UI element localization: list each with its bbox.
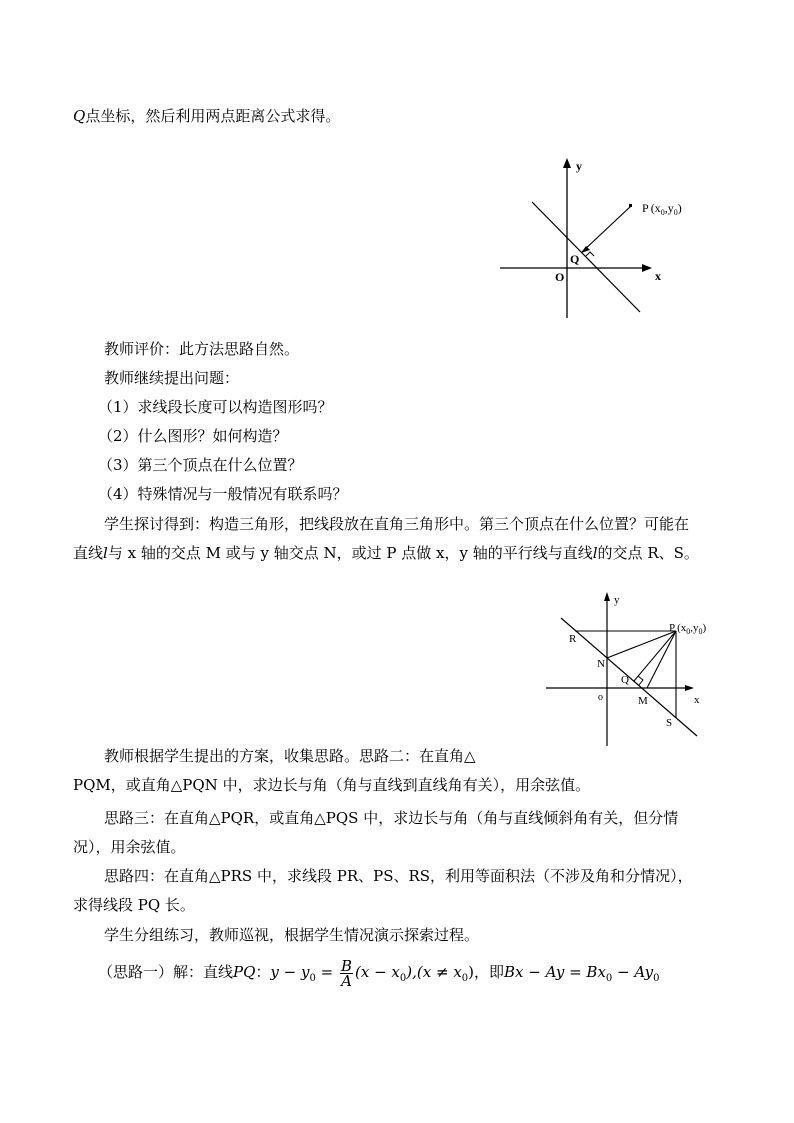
fig2-x-arrow: [685, 685, 694, 691]
fig2-p-label: P $(x_0,y_0)$: [669, 622, 707, 636]
idea-3-line-2: 况），用余弦值。: [73, 838, 186, 856]
fig2-right-angle-mark: [638, 676, 643, 685]
fig2-y-arrow: [604, 592, 610, 601]
fraction-b-over-a: $\frac{B}{A}$: [340, 956, 353, 990]
fig2-line-l: [561, 618, 697, 736]
teacher-evaluation: 教师评价：此方法思路自然。: [104, 340, 300, 358]
fig2-q-label: Q: [621, 674, 629, 686]
fig1-o-label: O: [555, 270, 565, 284]
fig2-s-label: S: [666, 717, 673, 729]
question-2: （2）什么图形？如何构造？: [98, 427, 288, 445]
fig2-y-label: y: [614, 594, 620, 606]
fig2-x-label: x: [694, 694, 700, 706]
fig2-r-label: R: [569, 633, 577, 645]
fig2-segment-pq: [634, 631, 676, 681]
fig1-x-label: x: [655, 269, 661, 283]
fig1-y-label: y: [576, 159, 582, 173]
group-practice: 学生分组练习，教师巡视，根据学生情况演示探索过程。: [104, 926, 480, 944]
student-discussion-line-1: 学生探讨得到：构造三角形，把线段放在直角三角形中。第三个顶点在什么位置？可能在: [104, 515, 690, 533]
fig2-n-label: N: [597, 658, 605, 670]
idea-4-line-1: 思路四：在直角△PRS 中，求线段 PR、PS、RS，利用等面积法（不涉及角和分情况），: [104, 867, 693, 885]
fig2-segment-pn: [607, 631, 676, 658]
fig1-q-label: Q: [570, 252, 580, 266]
point-q-label: Q: [73, 107, 86, 125]
student-discussion-line-2: 直线l与 x 轴的交点 M 或与 y 轴交点 N，或过 P 点做 x，y 轴的平行线与直线l的交点 R、S。: [73, 544, 699, 562]
teacher-collect-line-1: 教师根据学生提出的方案，收集思路。思路二：在直角△: [104, 747, 476, 765]
question-3: （3）第三个顶点在什么位置？: [98, 456, 303, 474]
line-1-rest: 点坐标，然后利用两点距离公式求得。: [85, 107, 341, 125]
question-1: （1）求线段长度可以构造图形吗？: [98, 398, 333, 416]
fig1-p-label: P $(x_0,y_0)$: [642, 201, 682, 217]
question-4: （4）特殊情况与一般情况有联系吗？: [98, 485, 348, 503]
fig2-m-label: M: [638, 695, 648, 707]
idea-4-line-2: 求得线段 PQ 长。: [73, 896, 195, 914]
idea-3-line-1: 思路三：在直角△PQR，或直角△PQS 中，求边长与角（角与直线倾斜角有关，但分情: [104, 809, 679, 827]
teacher-continue: 教师继续提出问题：: [104, 369, 240, 387]
fig2-o-label: o: [598, 692, 603, 703]
teacher-collect-line-2: PQM，或直角△PQN 中，求边长与角（角与直线到直线角有关），用余弦值。: [73, 776, 591, 794]
idea-1-solution: （思路一）解：直线PQ：$y - y_0$ = $\frac{B}{A}$ $(x - x_0),(x \ne x_0)$，即$Bx - Ay = Bx_0 - Ay_0$: [98, 956, 660, 990]
